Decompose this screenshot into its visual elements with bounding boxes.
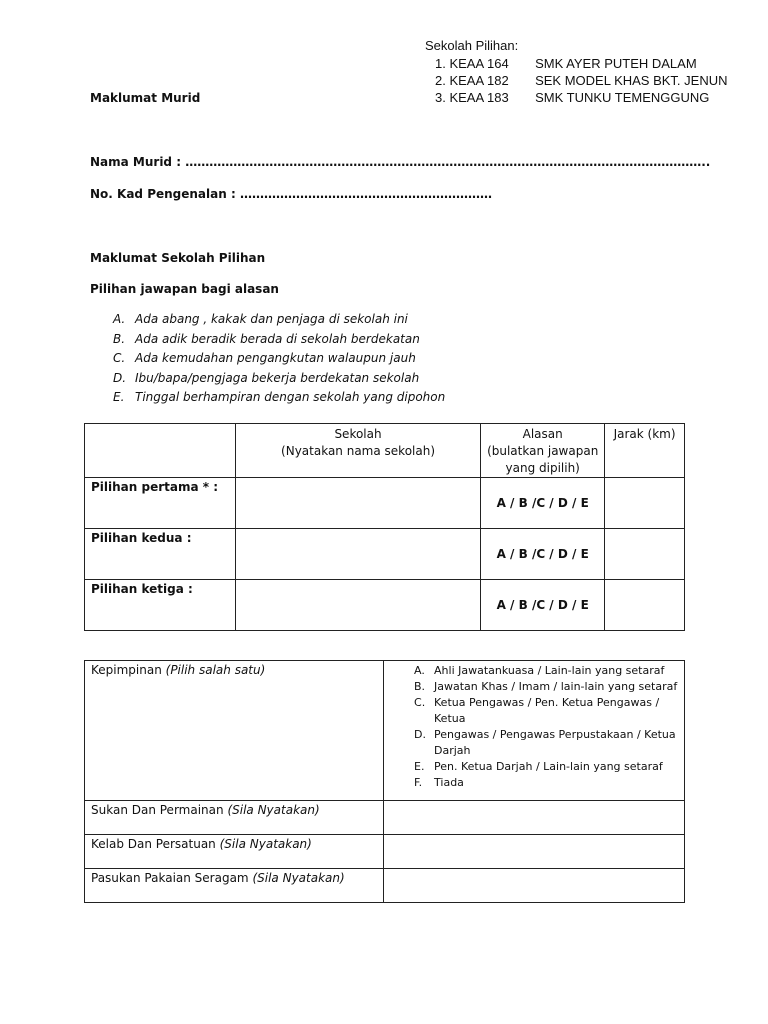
- option-letter: D.: [414, 728, 426, 741]
- activity-table: [84, 660, 685, 903]
- table-header-row: [85, 424, 685, 478]
- table-row: [85, 478, 685, 529]
- reason-text: Ada kemudahan pengangkutan walaupun jauh: [135, 351, 416, 365]
- reason-options-cell[interactable]: A / B /C / D / E: [481, 478, 605, 529]
- reason-text: Ada adik beradik berada di sekolah berdekatan: [135, 331, 420, 346]
- school-choice-number: 2.: [435, 73, 446, 88]
- school-choice-name: SMK AYER PUTEH DALAM: [535, 56, 697, 71]
- student-info-heading: Maklumat Murid: [90, 91, 201, 105]
- option-text: Pengawas / Pengawas Perpustakaan / Ketua Darjah: [434, 728, 676, 757]
- leadership-label: Kepimpinan: [91, 663, 162, 677]
- school-name-cell[interactable]: [235, 580, 481, 631]
- reason-text: Ibu/bapa/pengjaga bekerja berdekatan sekolah: [135, 370, 420, 385]
- activity-label-cell: [85, 869, 384, 903]
- leadership-label-cell: [85, 661, 384, 801]
- activity-hint: (Sila Nyatakan): [227, 803, 320, 817]
- reason-options-cell[interactable]: A / B /C / D / E: [481, 529, 605, 580]
- reason-text: Ada abang , kakak dan penjaga di sekolah ini: [135, 312, 408, 326]
- header-sekolah: [235, 424, 481, 478]
- table-row: [85, 580, 685, 631]
- activity-label-cell: [85, 835, 384, 869]
- header-sekolah-subtitle: (Nyatakan nama sekolah): [281, 444, 436, 458]
- school-info-heading: Maklumat Sekolah Pilihan: [90, 251, 266, 265]
- header-alasan-subtitle: (bulatkan jawapan: [487, 444, 599, 458]
- ic-number-label: No. Kad Pengenalan :: [90, 187, 236, 201]
- activity-label-cell: [85, 801, 384, 835]
- option-text: Ketua Pengawas / Pen. Ketua Pengawas / Ketua: [434, 696, 660, 725]
- school-choice-code: KEAA 182: [449, 73, 509, 88]
- leadership-options-list: [384, 661, 684, 793]
- school-choice-name: SEK MODEL KHAS BKT. JENUN: [535, 73, 728, 88]
- school-choice-code: KEAA 164: [449, 56, 509, 71]
- student-name-line: [90, 155, 710, 169]
- option-text: Tiada: [434, 776, 464, 789]
- ic-number-line: [90, 187, 492, 201]
- activity-label: Pasukan Pakaian Seragam: [91, 871, 249, 885]
- school-choice-item: [435, 90, 709, 105]
- reason-text: Tinggal berhampiran dengan sekolah yang dipohon: [135, 390, 446, 404]
- reason-letter: E.: [113, 390, 125, 404]
- reason-options-cell[interactable]: A / B /C / D / E: [481, 580, 605, 631]
- ic-number-field[interactable]: ………………………………………………………: [239, 187, 492, 201]
- student-name-label: Nama Murid :: [90, 155, 182, 169]
- reason-letter: A.: [113, 312, 126, 326]
- reason-heading: Pilihan jawapan bagi alasan: [90, 282, 279, 296]
- reason-letter: B.: [113, 331, 126, 346]
- table-row: [85, 801, 685, 835]
- reason-item: [113, 312, 445, 332]
- list-item[interactable]: [414, 727, 679, 759]
- table-row: [85, 529, 685, 580]
- school-choice-name: SMK TUNKU TEMENGGUNG: [535, 90, 710, 105]
- list-item[interactable]: [414, 775, 679, 791]
- school-name-cell[interactable]: [235, 529, 481, 580]
- activity-input-cell[interactable]: [384, 869, 685, 903]
- school-choice-code: KEAA 183: [449, 90, 509, 105]
- header-jarak-title: Jarak (km): [613, 427, 676, 441]
- option-letter: C.: [414, 696, 426, 709]
- activity-label: Sukan Dan Permainan: [91, 803, 224, 817]
- reason-letter: C.: [113, 351, 126, 365]
- choice-row-label: Pilihan ketiga :: [85, 580, 236, 631]
- leadership-options-cell[interactable]: [384, 661, 685, 801]
- option-letter: F.: [414, 776, 423, 789]
- activity-input-cell[interactable]: [384, 801, 685, 835]
- student-name-field[interactable]: …………………………………………………………………………………………………………………..: [185, 155, 711, 169]
- distance-cell[interactable]: [605, 580, 685, 631]
- header-sekolah-title: Sekolah: [334, 427, 382, 441]
- choice-row-label: Pilihan pertama * :: [85, 478, 236, 529]
- reason-item: [113, 351, 445, 371]
- activity-label: Kelab Dan Persatuan: [91, 837, 216, 851]
- activity-input-cell[interactable]: [384, 835, 685, 869]
- header-jarak: [605, 424, 685, 478]
- table-row: [85, 835, 685, 869]
- school-choice-table: [84, 423, 685, 631]
- option-text: Jawatan Khas / Imam / lain-lain yang setaraf: [434, 680, 678, 693]
- table-row: [85, 661, 685, 801]
- reason-item: [113, 371, 445, 391]
- option-text: Ahli Jawatankuasa / Lain-lain yang setaraf: [434, 664, 665, 677]
- reason-letter: D.: [113, 370, 127, 385]
- list-item[interactable]: [414, 663, 679, 679]
- list-item[interactable]: [414, 695, 679, 727]
- header-alasan-title: Alasan: [522, 427, 563, 441]
- school-name-cell[interactable]: [235, 478, 481, 529]
- reason-item: [113, 390, 445, 410]
- table-row: [85, 869, 685, 903]
- option-letter: E.: [414, 760, 425, 773]
- distance-cell[interactable]: [605, 529, 685, 580]
- option-letter: A.: [414, 664, 425, 677]
- option-text: Pen. Ketua Darjah / Lain-lain yang setaraf: [434, 760, 663, 773]
- school-choice-number: 3.: [435, 90, 446, 105]
- activity-hint: (Sila Nyatakan): [252, 871, 345, 885]
- header-alasan: [481, 424, 605, 478]
- reason-list: [113, 312, 445, 410]
- school-choice-item: [435, 73, 728, 88]
- option-letter: B.: [414, 680, 426, 693]
- reason-item: [113, 332, 445, 352]
- leadership-hint: (Pilih salah satu): [165, 663, 266, 677]
- school-choice-item: [435, 56, 697, 71]
- header-empty-cell: [85, 424, 236, 478]
- distance-cell[interactable]: [605, 478, 685, 529]
- header-alasan-subtitle: yang dipilih): [505, 461, 580, 475]
- school-choice-number: 1.: [435, 56, 446, 71]
- school-choices-heading: Sekolah Pilihan:: [425, 38, 519, 53]
- list-item[interactable]: [414, 759, 679, 775]
- list-item[interactable]: [414, 679, 679, 695]
- choice-row-label: Pilihan kedua :: [85, 529, 236, 580]
- activity-hint: (Sila Nyatakan): [219, 837, 312, 851]
